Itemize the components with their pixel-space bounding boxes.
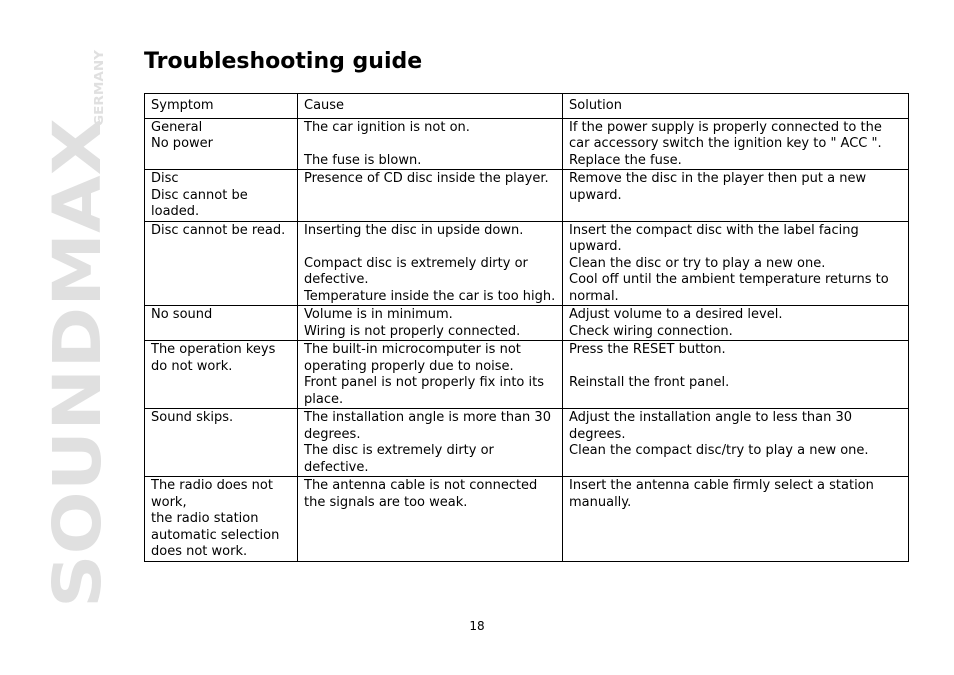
cell-text: Wiring is not properly connected. bbox=[304, 323, 521, 339]
cause-cell bbox=[298, 341, 563, 409]
cause-cell bbox=[298, 118, 563, 170]
cell-text: The installation angle is more than 30 degrees. bbox=[304, 410, 551, 442]
cell-text: Replace the fuse. bbox=[569, 152, 682, 168]
cell-text: Disc cannot be read. bbox=[151, 222, 286, 238]
brand-watermark bbox=[39, 40, 116, 620]
cell-text: General bbox=[151, 119, 203, 135]
table-row bbox=[145, 306, 909, 341]
cell-text: Adjust the installation angle to less than 30 degrees. bbox=[569, 410, 853, 442]
page-number: 18 bbox=[469, 619, 485, 633]
cell-text: If the power supply is properly connected to the car accessory switch the ignition key to " ACC ". bbox=[569, 119, 882, 151]
symptom-cell bbox=[145, 477, 298, 562]
soundmax-logo bbox=[39, 40, 116, 620]
table-header-row bbox=[145, 94, 909, 119]
symptom-cell bbox=[145, 221, 298, 306]
table-row bbox=[145, 118, 909, 170]
cell-text: Clean the disc or try to play a new one. bbox=[569, 255, 826, 271]
cell-text: No power bbox=[151, 136, 213, 151]
cell-text: No sound bbox=[151, 307, 213, 322]
cell-text: Clean the compact disc/try to play a new one. bbox=[569, 443, 869, 458]
solution-cell bbox=[563, 170, 909, 222]
logo-subtext: GERMANY bbox=[92, 58, 106, 126]
table-body bbox=[145, 118, 909, 561]
cell-text: Volume is in minimum. bbox=[304, 307, 453, 322]
cell-text: Front panel is not properly fix into its place. bbox=[304, 375, 544, 407]
symptom-cell bbox=[145, 118, 298, 170]
cell-text: The fuse is blown. bbox=[304, 152, 422, 168]
cause-cell bbox=[298, 306, 563, 341]
solution-cell bbox=[563, 221, 909, 306]
cause-cell bbox=[298, 409, 563, 477]
cell-text: Remove the disc in the player then put a new upward. bbox=[569, 171, 867, 203]
cell-text: The car ignition is not on. bbox=[304, 119, 470, 135]
cell-text: Cool off until the ambient temperature returns to normal. bbox=[569, 272, 889, 304]
cell-text: Compact disc is extremely dirty or defective. bbox=[304, 255, 528, 287]
solution-cell bbox=[563, 306, 909, 341]
header-cause: Cause bbox=[298, 94, 563, 119]
cell-text: the radio station automatic selection does not work. bbox=[151, 511, 280, 559]
cause-cell bbox=[298, 221, 563, 306]
cell-text: Sound skips. bbox=[151, 410, 234, 425]
cell-spacer bbox=[304, 136, 557, 153]
cause-cell bbox=[298, 170, 563, 222]
cell-text: Press the RESET button. bbox=[569, 342, 726, 357]
cell-text: Presence of CD disc inside the player. bbox=[304, 171, 549, 186]
cell-text: Insert the compact disc with the label facing upward. bbox=[569, 222, 859, 254]
table-row bbox=[145, 170, 909, 222]
symptom-cell bbox=[145, 341, 298, 409]
cell-text: The operation keys do not work. bbox=[151, 342, 276, 374]
solution-cell bbox=[563, 341, 909, 409]
table-row bbox=[145, 477, 909, 562]
cell-text: Temperature inside the car is too high. bbox=[304, 288, 556, 304]
cell-spacer bbox=[569, 359, 903, 376]
cell-text: The built-in microcomputer is not operating properly due to noise. bbox=[304, 342, 521, 374]
table-row bbox=[145, 409, 909, 477]
cell-spacer bbox=[304, 239, 557, 256]
cell-text: Inserting the disc in upside down. bbox=[304, 222, 524, 238]
cause-cell bbox=[298, 477, 563, 562]
solution-cell bbox=[563, 477, 909, 562]
cell-text: Insert the antenna cable firmly select a station manually. bbox=[569, 478, 874, 510]
cell-text: Disc bbox=[151, 171, 179, 186]
symptom-cell bbox=[145, 306, 298, 341]
table-row bbox=[145, 221, 909, 306]
page-title: Troubleshooting guide bbox=[144, 49, 423, 74]
logo-text: SOUNDMAX bbox=[39, 173, 116, 608]
symptom-cell bbox=[145, 409, 298, 477]
cell-text: The antenna cable is not connected the signals are too weak. bbox=[304, 478, 538, 510]
troubleshooting-table bbox=[144, 93, 909, 562]
cell-text: Check wiring connection. bbox=[569, 323, 733, 339]
header-symptom: Symptom bbox=[145, 94, 298, 119]
cell-text: Adjust volume to a desired level. bbox=[569, 307, 783, 322]
symptom-cell bbox=[145, 170, 298, 222]
cell-text: The disc is extremely dirty or defective. bbox=[304, 443, 494, 475]
table-row bbox=[145, 341, 909, 409]
cell-text: The radio does not work, bbox=[151, 478, 273, 510]
header-solution: Solution bbox=[563, 94, 909, 119]
solution-cell bbox=[563, 409, 909, 477]
solution-cell bbox=[563, 118, 909, 170]
cell-text: Disc cannot be loaded. bbox=[151, 187, 248, 219]
cell-text: Reinstall the front panel. bbox=[569, 375, 730, 390]
